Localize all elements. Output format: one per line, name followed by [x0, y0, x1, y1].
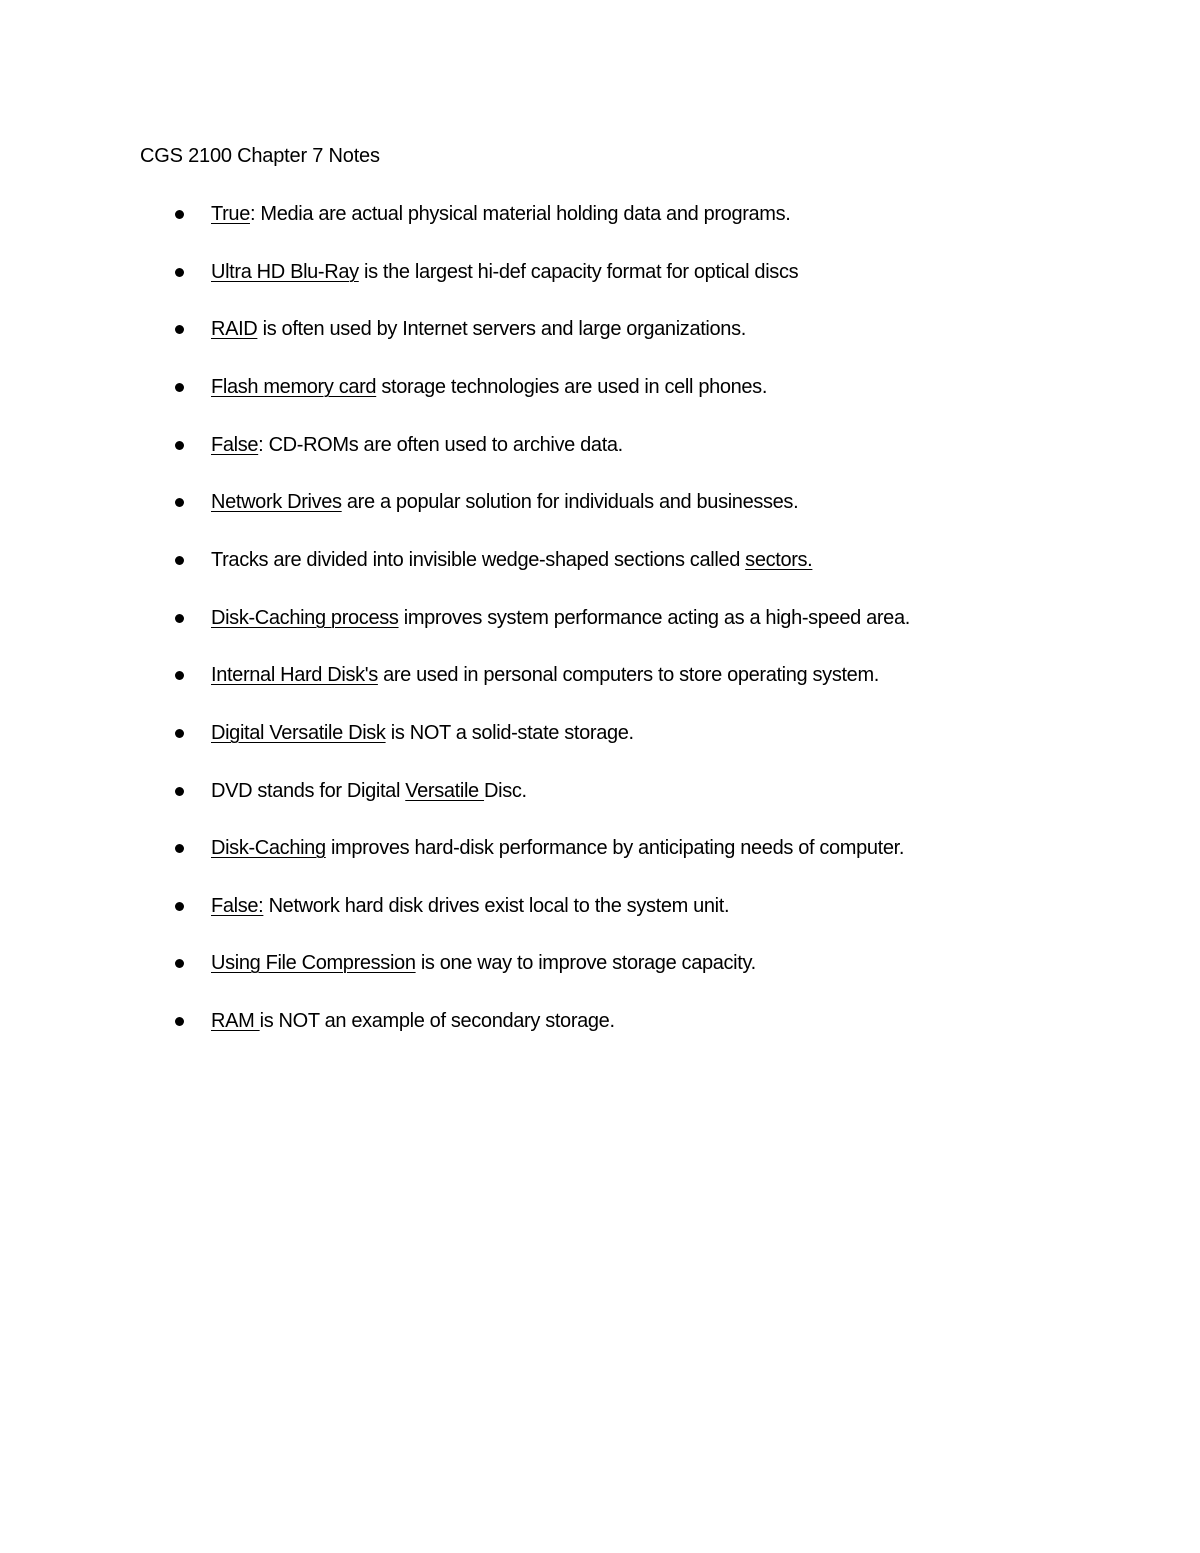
- list-item-text: [211, 778, 527, 804]
- bullet-icon: [175, 614, 184, 623]
- bullet-icon: [175, 325, 184, 334]
- list-item-text: [211, 662, 879, 688]
- bullet-icon: [175, 787, 184, 796]
- bullet-icon: [175, 383, 184, 392]
- list-item-text: [211, 259, 798, 285]
- note-text: is NOT an example of secondary storage.: [259, 1010, 615, 1032]
- note-text: are a popular solution for individuals and businesses.: [341, 491, 799, 513]
- note-text: Tracks are divided into invisible wedge-shaped sections called: [211, 549, 746, 571]
- note-text: are used in personal computers to store operating system.: [377, 664, 879, 686]
- note-text: is often used by Internet servers and large organizations.: [257, 318, 746, 340]
- note-text: is the largest hi-def capacity format for optical discs: [358, 261, 799, 283]
- bullet-icon: [175, 441, 184, 450]
- underlined-term: Versatile: [405, 780, 485, 802]
- page-title: CGS 2100 Chapter 7 Notes: [140, 145, 380, 167]
- bullet-icon: [175, 268, 184, 277]
- list-item-text: [211, 316, 746, 342]
- list-item-text: [211, 605, 910, 631]
- underlined-term: Internal Hard Disk's: [211, 664, 378, 686]
- underlined-term: Using File Compression: [211, 952, 416, 974]
- note-text: : Media are actual physical material holding data and programs.: [249, 203, 791, 225]
- underlined-term: sectors.: [745, 549, 813, 571]
- bullet-icon: [175, 556, 184, 565]
- note-text: is NOT a solid-state storage.: [385, 722, 634, 744]
- bullet-icon: [175, 844, 184, 853]
- underlined-term: Network Drives: [211, 491, 342, 513]
- bullet-icon: [175, 729, 184, 738]
- list-item-text: [211, 201, 790, 227]
- underlined-term: RAM: [211, 1010, 260, 1032]
- bullet-icon: [175, 671, 184, 680]
- underlined-term: RAID: [211, 318, 258, 340]
- underlined-term: Ultra HD Blu-Ray: [211, 261, 359, 283]
- list-item-text: [211, 950, 756, 976]
- list-item-text: [211, 893, 729, 919]
- bullet-icon: [175, 210, 184, 219]
- bullet-icon: [175, 902, 184, 911]
- note-text: : CD-ROMs are often used to archive data.: [258, 434, 623, 456]
- list-item-text: [211, 374, 767, 400]
- underlined-term: Digital Versatile Disk: [211, 722, 386, 744]
- list-item-text: [211, 432, 623, 458]
- underlined-term: Flash memory card: [211, 376, 377, 398]
- underlined-term: Disk-Caching: [211, 837, 326, 859]
- list-item-text: [211, 835, 904, 861]
- note-text: Network hard disk drives exist local to the system unit.: [263, 895, 730, 917]
- list-item-text: [211, 547, 812, 573]
- underlined-term: Disk-Caching process: [211, 607, 399, 629]
- bullet-icon: [175, 959, 184, 968]
- underlined-term: True: [211, 203, 250, 225]
- list-item-text: [211, 720, 634, 746]
- note-text: is one way to improve storage capacity.: [415, 952, 756, 974]
- list-item-text: [211, 489, 798, 515]
- note-text: storage technologies are used in cell phones.: [376, 376, 768, 398]
- bullet-icon: [175, 498, 184, 507]
- note-text: DVD stands for Digital: [211, 780, 406, 802]
- note-text: improves system performance acting as a high-speed area.: [398, 607, 910, 629]
- note-text: improves hard-disk performance by anticipating needs of computer.: [325, 837, 905, 859]
- note-text: Disc.: [484, 780, 527, 802]
- list-item-text: [211, 1008, 615, 1034]
- underlined-term: False:: [211, 895, 264, 917]
- underlined-term: False: [211, 434, 259, 456]
- bullet-icon: [175, 1017, 184, 1026]
